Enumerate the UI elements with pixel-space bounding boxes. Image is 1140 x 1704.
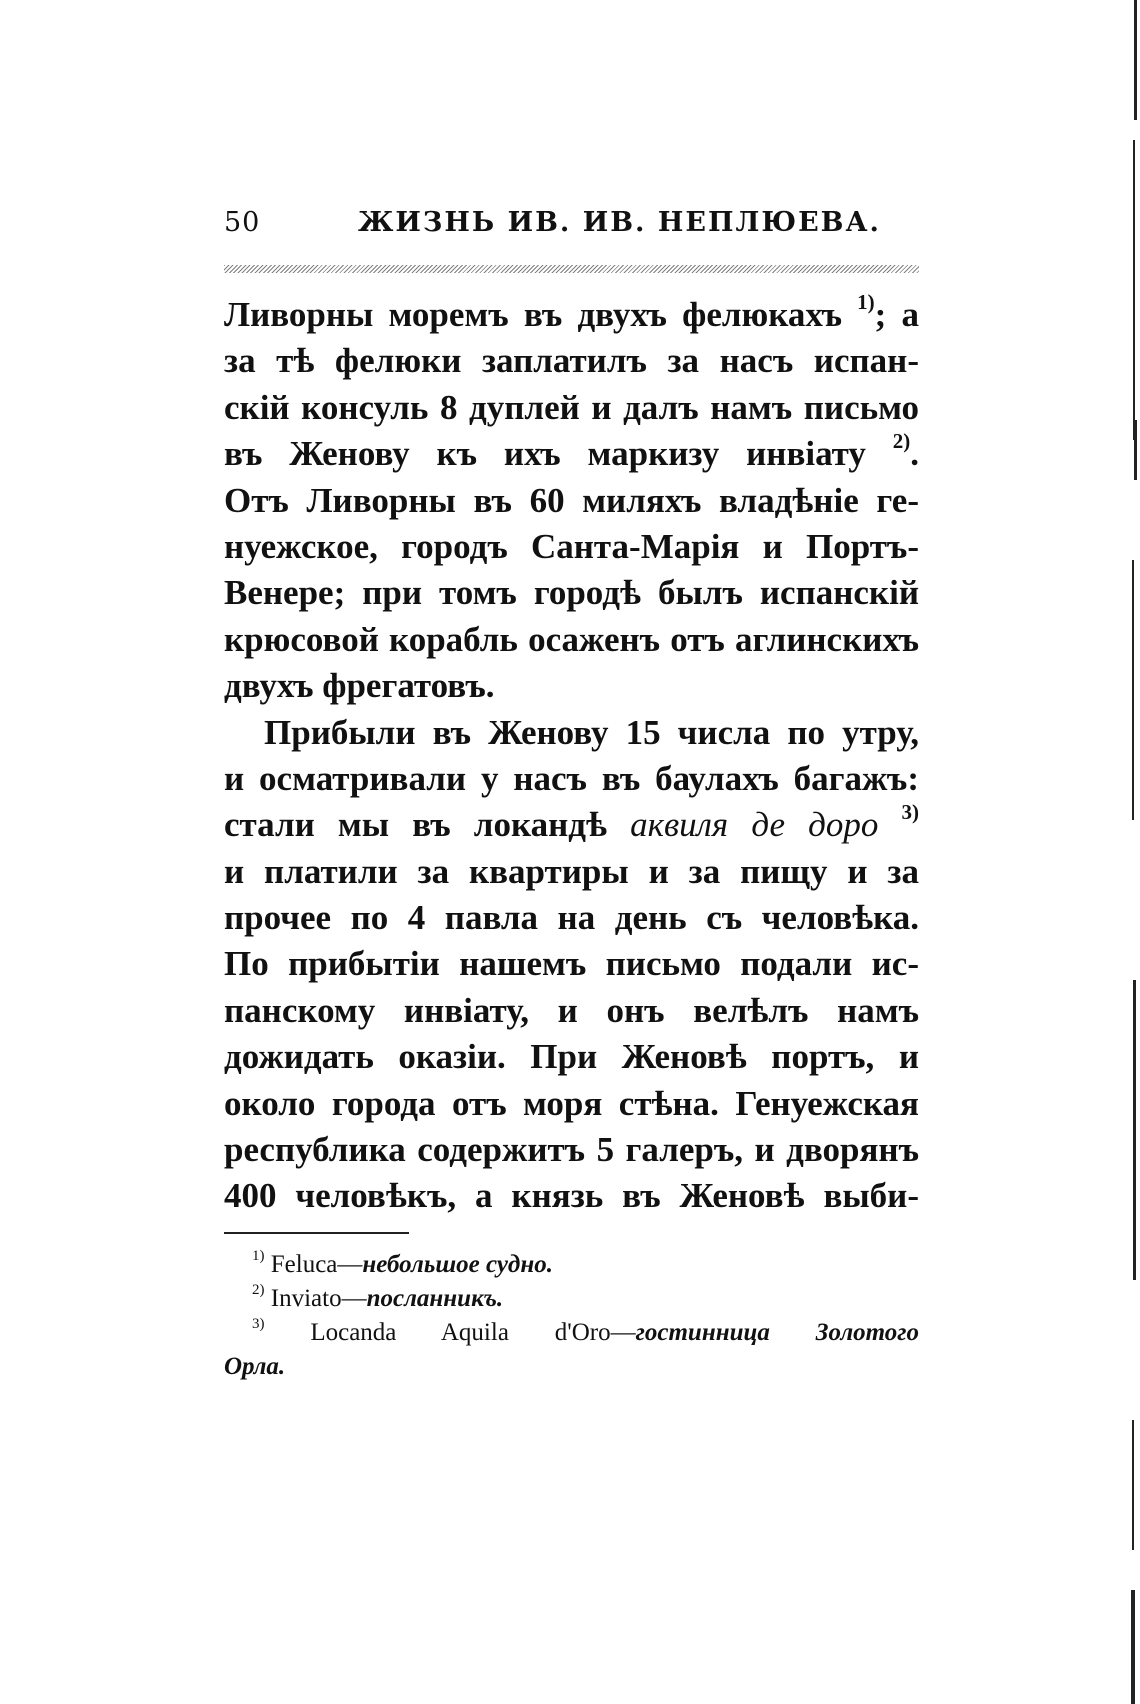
text-line: По прибытіи нашемъ письмо подали ис-: [224, 944, 919, 984]
text-line: крюсовой корабль осаженъ отъ аглинскихъ: [224, 619, 919, 659]
footnote: $^{1)}$ Feluca—небольшое судно.: [252, 1248, 553, 1278]
footnote: $^{2)}$ Inviato—посланникъ.: [252, 1282, 504, 1312]
text-line: прочее по 4 павла на день съ человѣка.: [224, 898, 919, 938]
scan-edge-mark: [1134, 420, 1137, 480]
scan-edge-mark: [1132, 1420, 1134, 1550]
text-line: и осматривали у насъ въ баулахъ багажъ:: [224, 758, 919, 798]
text-line: нуежское, городъ Санта-Марія и Портъ-: [224, 526, 919, 566]
text-line: Венере; при томъ городѣ былъ испанскій: [224, 573, 919, 613]
scan-edge-mark: [1132, 560, 1134, 820]
italic-phrase: аквиля де доро: [630, 805, 879, 845]
text-line: 400 человѣкъ, а князь въ Женовѣ выби-: [224, 1176, 919, 1216]
running-title: ЖИЗНЬ ИВ. ИВ. НЕПЛЮЕВА.: [358, 207, 881, 238]
text-line: около города отъ моря стѣна. Генуежская: [224, 1083, 919, 1123]
text-line: скій консуль 8 дуплей и далъ намъ письмо: [224, 387, 919, 427]
scan-edge-mark: [1131, 1590, 1135, 1704]
text-line: въ Женову къ ихъ маркизу инвіату $^{2)}$.: [224, 429, 919, 474]
header-rule: [224, 265, 919, 273]
footnote-rule: [224, 1232, 409, 1234]
text-line: Прибыли въ Женову 15 числа по утру,: [264, 712, 919, 752]
text-line: дожидать оказіи. При Женовѣ портъ, и: [224, 1037, 919, 1077]
text-line: республика содержитъ 5 галеръ, и дворянъ: [224, 1130, 919, 1170]
text-line: и платили за квартиры и за пищу и за: [224, 851, 919, 891]
main-text: [224, 292, 919, 1220]
text-line: стали мы въ локандѣ аквиля де доро $^{3)}$: [224, 800, 920, 845]
text-line: Отъ Ливорны въ 60 миляхъ владѣніе ге-: [224, 480, 919, 520]
scan-edge-mark: [1134, 0, 1137, 120]
scan-edge-mark: [1133, 140, 1135, 440]
footnote: $^{3)}$ Locanda Aquila d'Oro—гостинница Золотого: [252, 1316, 919, 1346]
footnote-continuation: Орла.: [224, 1353, 286, 1380]
text-line: панскому инвіату, и онъ велѣлъ намъ: [224, 990, 919, 1030]
text-line: Ливорны моремъ въ двухъ фелюкахъ $^{1)}$; а: [224, 290, 920, 334]
text-line: двухъ фрегатовъ.: [224, 666, 495, 706]
text-line: за тѣ фелюки заплатилъ за насъ испан-: [224, 341, 919, 381]
scan-edge-mark: [1133, 980, 1136, 1280]
page-number: 50: [224, 207, 261, 238]
footnotes: [224, 1248, 919, 1384]
